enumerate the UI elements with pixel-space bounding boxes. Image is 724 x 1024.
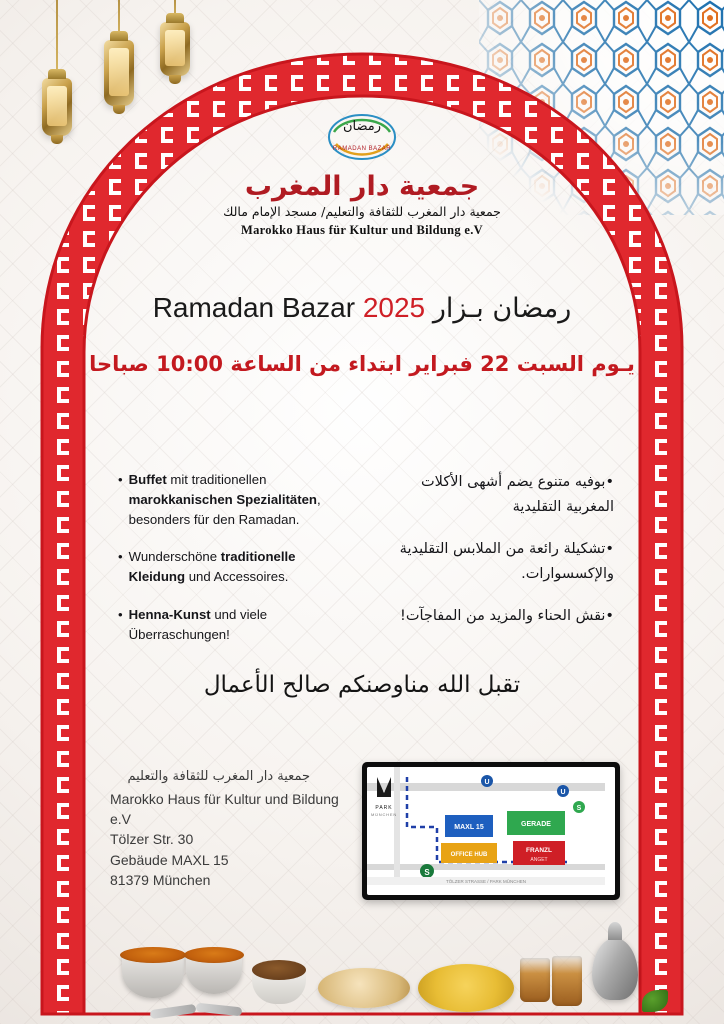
bullet-dot-icon: • [118, 472, 123, 487]
list-item [118, 547, 344, 587]
svg-text:S: S [576, 805, 582, 812]
address-arabic: جمعية دار المغرب للثقافة والتعليم [127, 769, 310, 784]
spoon-icon [150, 1007, 196, 1016]
list-item [118, 605, 344, 645]
svg-text:GERADE: GERADE [521, 821, 551, 828]
svg-text:MÜNCHEN: MÜNCHEN [370, 812, 398, 817]
address-block [110, 768, 360, 890]
teapot-image [592, 938, 638, 1000]
list-item: •تشكيلة رائعة من الملابس التقليدية والإكسسوارات. [399, 540, 614, 583]
list-item: •نقش الحناء والمزيد من المفاجآت! [400, 607, 614, 624]
title-year: 2025 [362, 292, 426, 323]
svg-text:OFFICE HUB: OFFICE HUB [450, 852, 488, 858]
event-datetime-arabic: يـوم السبت 22 فبراير ابتداء من الساعة 10:00 صباحا [89, 352, 635, 376]
svg-text:ANGET: ANGET [530, 857, 548, 863]
bullet-text-2: , besonders für den Ramadan. [128, 491, 321, 527]
location-map [362, 762, 620, 900]
ramadan-badge-icon [324, 104, 400, 166]
svg-text:رمضان: رمضان [342, 119, 382, 134]
org-name-latin: Marokko Haus für Kultur und Bildung e.V [241, 222, 483, 237]
address-line-2: Tölzer Str. 30 [110, 831, 194, 848]
svg-text:MAXL 15: MAXL 15 [454, 824, 484, 831]
address-line-3: Gebäude MAXL 15 [110, 851, 229, 868]
address-line-4: 81379 München [110, 872, 211, 889]
list-item [118, 470, 344, 529]
list-item: •بوفيه متنوع يضم أشهى الأكلات المغربية التقليدية [421, 474, 614, 516]
title-latin: Ramadan Bazar [152, 292, 356, 323]
bullet-dot-icon: • [118, 549, 123, 565]
bullet-lead: Buffet [128, 472, 167, 487]
blessing-calligraphy: تقبل الله مناوصنكم صالح الأعمال [203, 672, 521, 698]
dates-bowl-image [252, 970, 306, 1004]
org-name-arabic: جمعية دار المغرب [244, 171, 480, 202]
bullet-dot-icon: • [118, 606, 123, 622]
highlights-section [118, 470, 614, 663]
couscous-plate-image [418, 964, 514, 1012]
svg-text:RAMADAN BAZAR: RAMADAN BAZAR [332, 146, 392, 152]
event-datetime [0, 352, 724, 376]
bullet-text-2: und Accessoires. [185, 569, 289, 585]
bullet-lead-2: marokkanischen Spezialitäten [128, 491, 317, 507]
title-arabic: رمضان بـزار [432, 293, 572, 324]
mint-leaf-image [642, 990, 668, 1012]
svg-text:U: U [560, 789, 566, 796]
svg-text:TÖLZER STRASSE / PARK MÜNCHEN: TÖLZER STRASSE / PARK MÜNCHEN [446, 879, 526, 884]
bullet-text: mit traditionellen [166, 472, 267, 487]
harira-bowl-image [186, 954, 242, 994]
bullet-text: Wunderschöne [128, 549, 221, 565]
page-title [0, 292, 724, 324]
svg-text:FRANZL: FRANZL [526, 847, 552, 854]
food-images-strip [0, 906, 724, 1024]
tea-glass-image [520, 958, 550, 1002]
spoon-icon [196, 1005, 242, 1014]
highlights-arabic [399, 470, 614, 663]
org-subtitle-arabic: جمعية دار المغرب للثقافة والتعليم/ مسجد الإمام مالك [223, 203, 501, 219]
address-line-1: Marokko Haus für Kultur und Bildung e.V [110, 790, 339, 828]
bullet-lead: Henna-Kunst [128, 606, 211, 622]
tea-glass-image [552, 956, 582, 1006]
bullet-text: und viele Überraschungen! [128, 606, 268, 642]
msemen-plate-image [318, 968, 410, 1008]
harira-bowl-image [122, 954, 184, 998]
highlights-german [118, 470, 344, 663]
organization-logo-block [0, 104, 724, 238]
bullet-lead-2: traditionelle Kleidung [128, 549, 296, 585]
svg-text:U: U [484, 779, 490, 786]
svg-text:PARK: PARK [375, 805, 393, 811]
svg-text:S: S [424, 868, 430, 877]
